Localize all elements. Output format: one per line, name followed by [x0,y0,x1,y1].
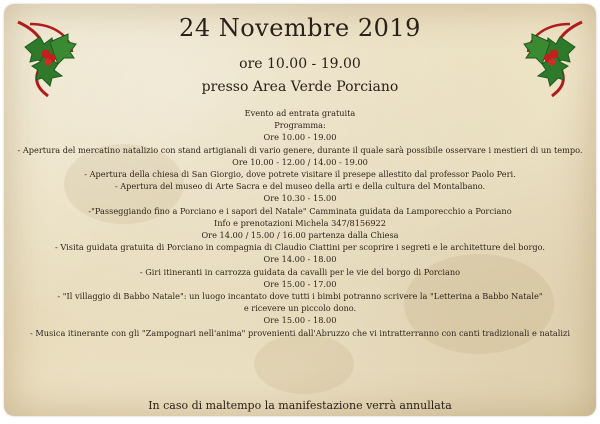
program-line: - Musica itinerante con gli "Zampognari nell'anima" provenienti dall'Abruzzo che vi intratterranno con canti tradizionali e natalizi [30,327,570,338]
program-line: Ore 10.30 - 15.00 [263,193,337,204]
program-line: -"Passeggiando fino a Porciano e i sapori del Natale" Camminata guidata da Lamporecchio a Porciano [88,205,512,216]
program-line: - Apertura della chiesa di San Giorgio, dove potrete visitare il presepe allestito dal professor Paolo Peri. [84,169,516,180]
program-line: Ore 15.00 - 18.00 [263,315,337,326]
program-line: - Apertura del museo di Arte Sacra e del museo della arti e della cultura del Montalbano. [114,181,486,192]
program-line: Info e prenotazioni Michela 347/8156922 [214,217,386,228]
event-poster [4,4,596,416]
weather-notice: In caso di maltempo la manifestazione verrà annullata [148,399,452,412]
program-line: - Apertura del mercatino natalizio con stand artigianali di vario genere, durante il quale sarà possibile osservare i mestieri di un tempo. [17,144,583,155]
program-line: Evento ad entrata gratuita [244,108,356,118]
program-line: Ore 14.00 - 18.00 [263,254,337,265]
program-line: Ore 10.00 - 12.00 / 14.00 - 19.00 [232,156,368,167]
program-line: Programma: [274,120,326,131]
program-line: e ricevere un piccolo dono. [243,303,357,314]
event-hours: ore 10.00 - 19.00 [239,56,361,72]
program-line: Ore 15.00 - 17.00 [263,278,337,289]
program-text [10,107,590,339]
event-date-title: 24 Novembre 2019 [179,14,421,42]
program-line: Ore 10.00 - 19.00 [263,132,337,143]
event-venue: presso Area Verde Porciano [201,79,399,95]
program-line: - Giri itineranti in carrozza guidata da cavalli per le vie del borgo di Porciano [139,266,461,277]
program-line: Ore 14.00 / 15.00 / 16.00 partenza dalla Chiesa [201,230,399,241]
program-line: - Visita guidata gratuita di Porciano in compagnia di Claudio Ciattini per scoprire i segreti e le architetture del borgo. [55,242,545,253]
program-line: - "Il villaggio di Babbo Natale": un luogo incantato dove tutti i bimbi potranno scrivere la "Letterina a Babbo Natale" [57,291,543,302]
